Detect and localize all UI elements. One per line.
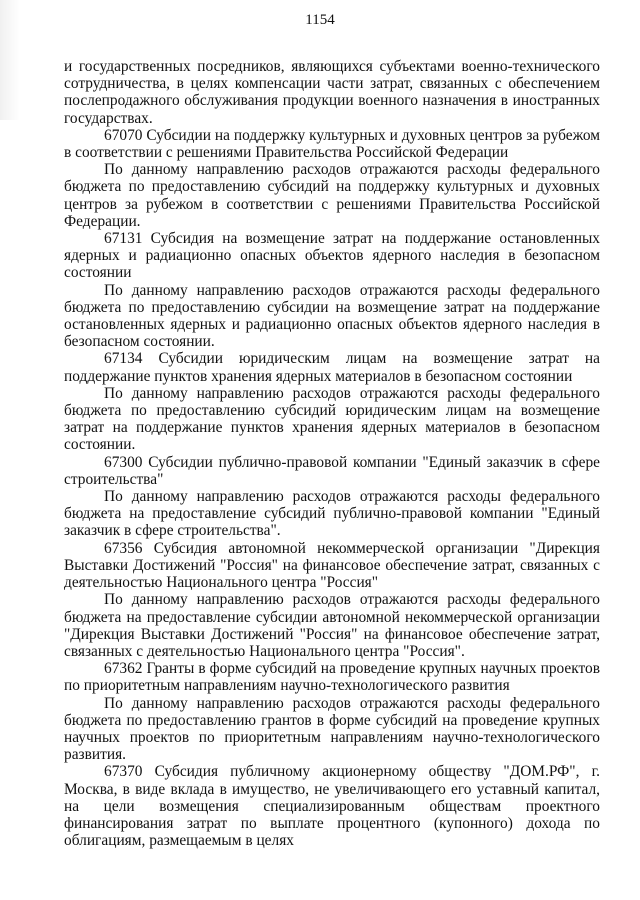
heading-67370: 67370 Субсидия публичному акционерному обществу "ДОМ.РФ", г. Москва, в виде вклада в имущество, не увеличивающего его уставный капитал, на цели возмещения специализированным обществам проектного финансирования затрат по выплате процентного (купонного) дохода по облигациям, размещаемым в целях (64, 763, 600, 850)
heading-67070: 67070 Субсидии на поддержку культурных и духовных центров за рубежом в соответствии с решениями Правительства Российской Федерации (64, 126, 600, 162)
page-number: 1154 (305, 12, 335, 28)
heading-67134: 67134 Субсидии юридическим лицам на возмещение затрат на поддержание пунктов хранения ядерных материалов в безопасном состоянии (64, 350, 600, 385)
paragraph-67356: По данному направлению расходов отражаются расходы федерального бюджета на предоставление субсидии автономной некоммерческой организации "Дирекция Выставки Достижений "Россия" на финансовое обеспечение затрат, связанных с деятельностью Национального центра "Россия". (64, 591, 600, 660)
paragraph-67070: По данному направлению расходов отражаются расходы федерального бюджета по предоставлению субсидий на поддержку культурных и духовных центров за рубежом в соответствии с решениями Правительства Российской Федерации. (64, 161, 600, 230)
document-body (64, 58, 600, 849)
paragraph-67300: По данному направлению расходов отражаются расходы федерального бюджета на предоставление субсидий публично-правовой компании "Единый заказчик в сфере строительства". (64, 488, 600, 540)
paragraph-67131: По данному направлению расходов отражаются расходы федерального бюджета по предоставлению субсидии на возмещение затрат на поддержание остановленных ядерных и радиационно опасных объектов ядерного наследия в безопасном состоянии. (64, 281, 600, 351)
heading-67362: 67362 Гранты в форме субсидий на проведение крупных научных проектов по приоритетным направлениям научно-технологического развития (64, 660, 600, 695)
heading-67131: 67131 Субсидия на возмещение затрат на поддержание остановленных ядерных и радиационно опасных объектов ядерного наследия в безопасном состоянии (64, 230, 600, 282)
heading-67300: 67300 Субсидии публично-правовой компании "Единый заказчик в сфере строительства" (64, 453, 600, 488)
heading-67356: 67356 Субсидия автономной некоммерческой организации "Дирекция Выставки Достижений "Россия" на финансовое обеспечение затрат, связанных с деятельностью Национального центра "Россия" (64, 539, 600, 592)
paragraph-continuation: и государственных посредников, являющихся субъектами военно-технического сотрудничества, в целях компенсации части затрат, связанных с обеспечением послепродажного обслуживания продукции военного назначения в иностранных государствах. (64, 58, 600, 127)
paragraph-67134: По данному направлению расходов отражаются расходы федерального бюджета по предоставлению субсидий юридическим лицам на возмещение затрат на поддержание пунктов хранения ядерных материалов в безопасном состоянии. (64, 384, 600, 454)
paragraph-67362: По данному направлению расходов отражаются расходы федерального бюджета по предоставлению грантов в форме субсидий на проведение крупных научных проектов по приоритетным направлениям научно-технологического развития. (64, 694, 600, 764)
